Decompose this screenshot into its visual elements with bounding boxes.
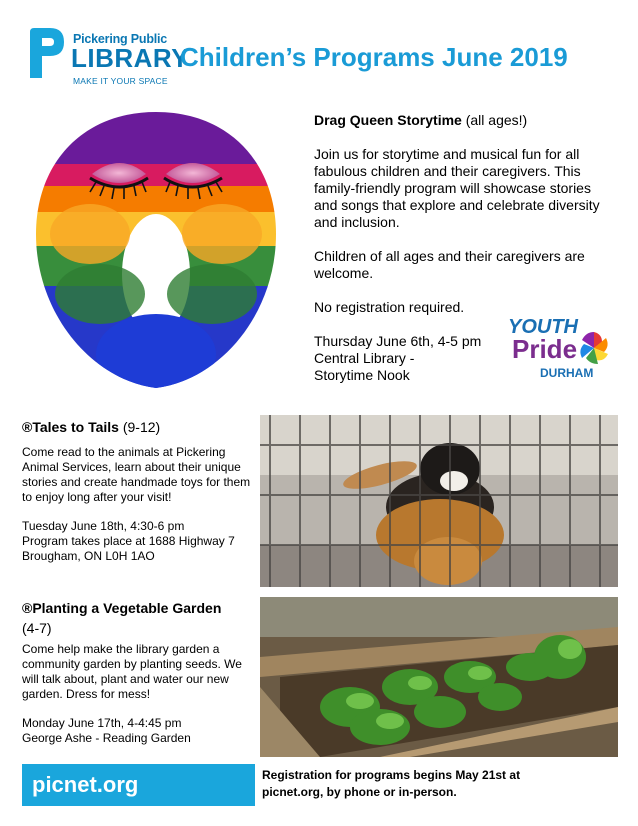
drag-queen-description: Join us for storytime and musical fun for all fabulous children and their caregivers. This family-friendly program will showcase stories and songs that explore and celebrate diversity and inclusion. [314, 146, 600, 230]
drag-queen-audience: Children of all ages and their caregivers are welcome. [314, 248, 585, 281]
youth-pride-line1: YOUTH [508, 316, 578, 338]
rainbow-face-illustration [30, 104, 282, 394]
library-logo [26, 26, 190, 90]
garden-ages: (4-7) [22, 620, 52, 636]
tales-when: Tuesday June 18th, 4:30-6 pm Program takes place at 1688 Highway 7 Brougham, ON L0H 1AO [22, 519, 235, 563]
drag-queen-title: Drag Queen Storytime [314, 112, 462, 128]
website-banner[interactable] [22, 764, 255, 806]
logo-text-main: LIBRARY [71, 43, 190, 73]
drag-queen-ages: (all ages!) [461, 112, 528, 128]
vegetable-garden-photo [260, 597, 618, 757]
garden-heading [22, 598, 252, 638]
puppies-in-cage-photo [260, 415, 618, 587]
youth-pride-line2: Pride [512, 334, 578, 364]
youth-pride-durham-logo [504, 316, 616, 382]
drag-queen-heading [314, 112, 614, 129]
page-title: Children’s Programs June 2019 [180, 42, 568, 72]
drag-queen-registration: No registration required. [314, 299, 465, 315]
garden-when: Monday June 17th, 4-4:45 pm George Ashe - Reading Garden [22, 716, 191, 745]
garden-title: ®Planting a Vegetable Garden [22, 600, 222, 616]
tales-title: ®Tales to Tails [22, 419, 119, 435]
tales-description: Come read to the animals at Pickering Animal Services, learn about their unique stories and create handmade toys for them to enjoy long after your visit! [22, 445, 251, 504]
tales-to-tails-section [22, 420, 252, 578]
tales-heading [22, 420, 252, 435]
library-logo-icon [26, 26, 68, 80]
logo-text-top: Pickering Public [73, 32, 168, 46]
tales-ages: (9-12) [118, 419, 161, 435]
youth-pride-line3: DURHAM [540, 366, 594, 380]
drag-queen-when: Thursday June 6th, 4-5 pm Central Library - Storytime Nook [314, 333, 482, 383]
logo-tagline: MAKE IT YOUR SPACE [73, 76, 168, 86]
website-url[interactable]: picnet.org [32, 772, 139, 797]
garden-description: Come help make the library garden a community garden by planting seeds. We will talk about, plant and water our new garden. Dress for mess! [22, 642, 242, 701]
vegetable-garden-section [22, 598, 252, 760]
registration-note: Registration for programs begins May 21st at picnet.org, by phone or in-person. [262, 768, 521, 799]
